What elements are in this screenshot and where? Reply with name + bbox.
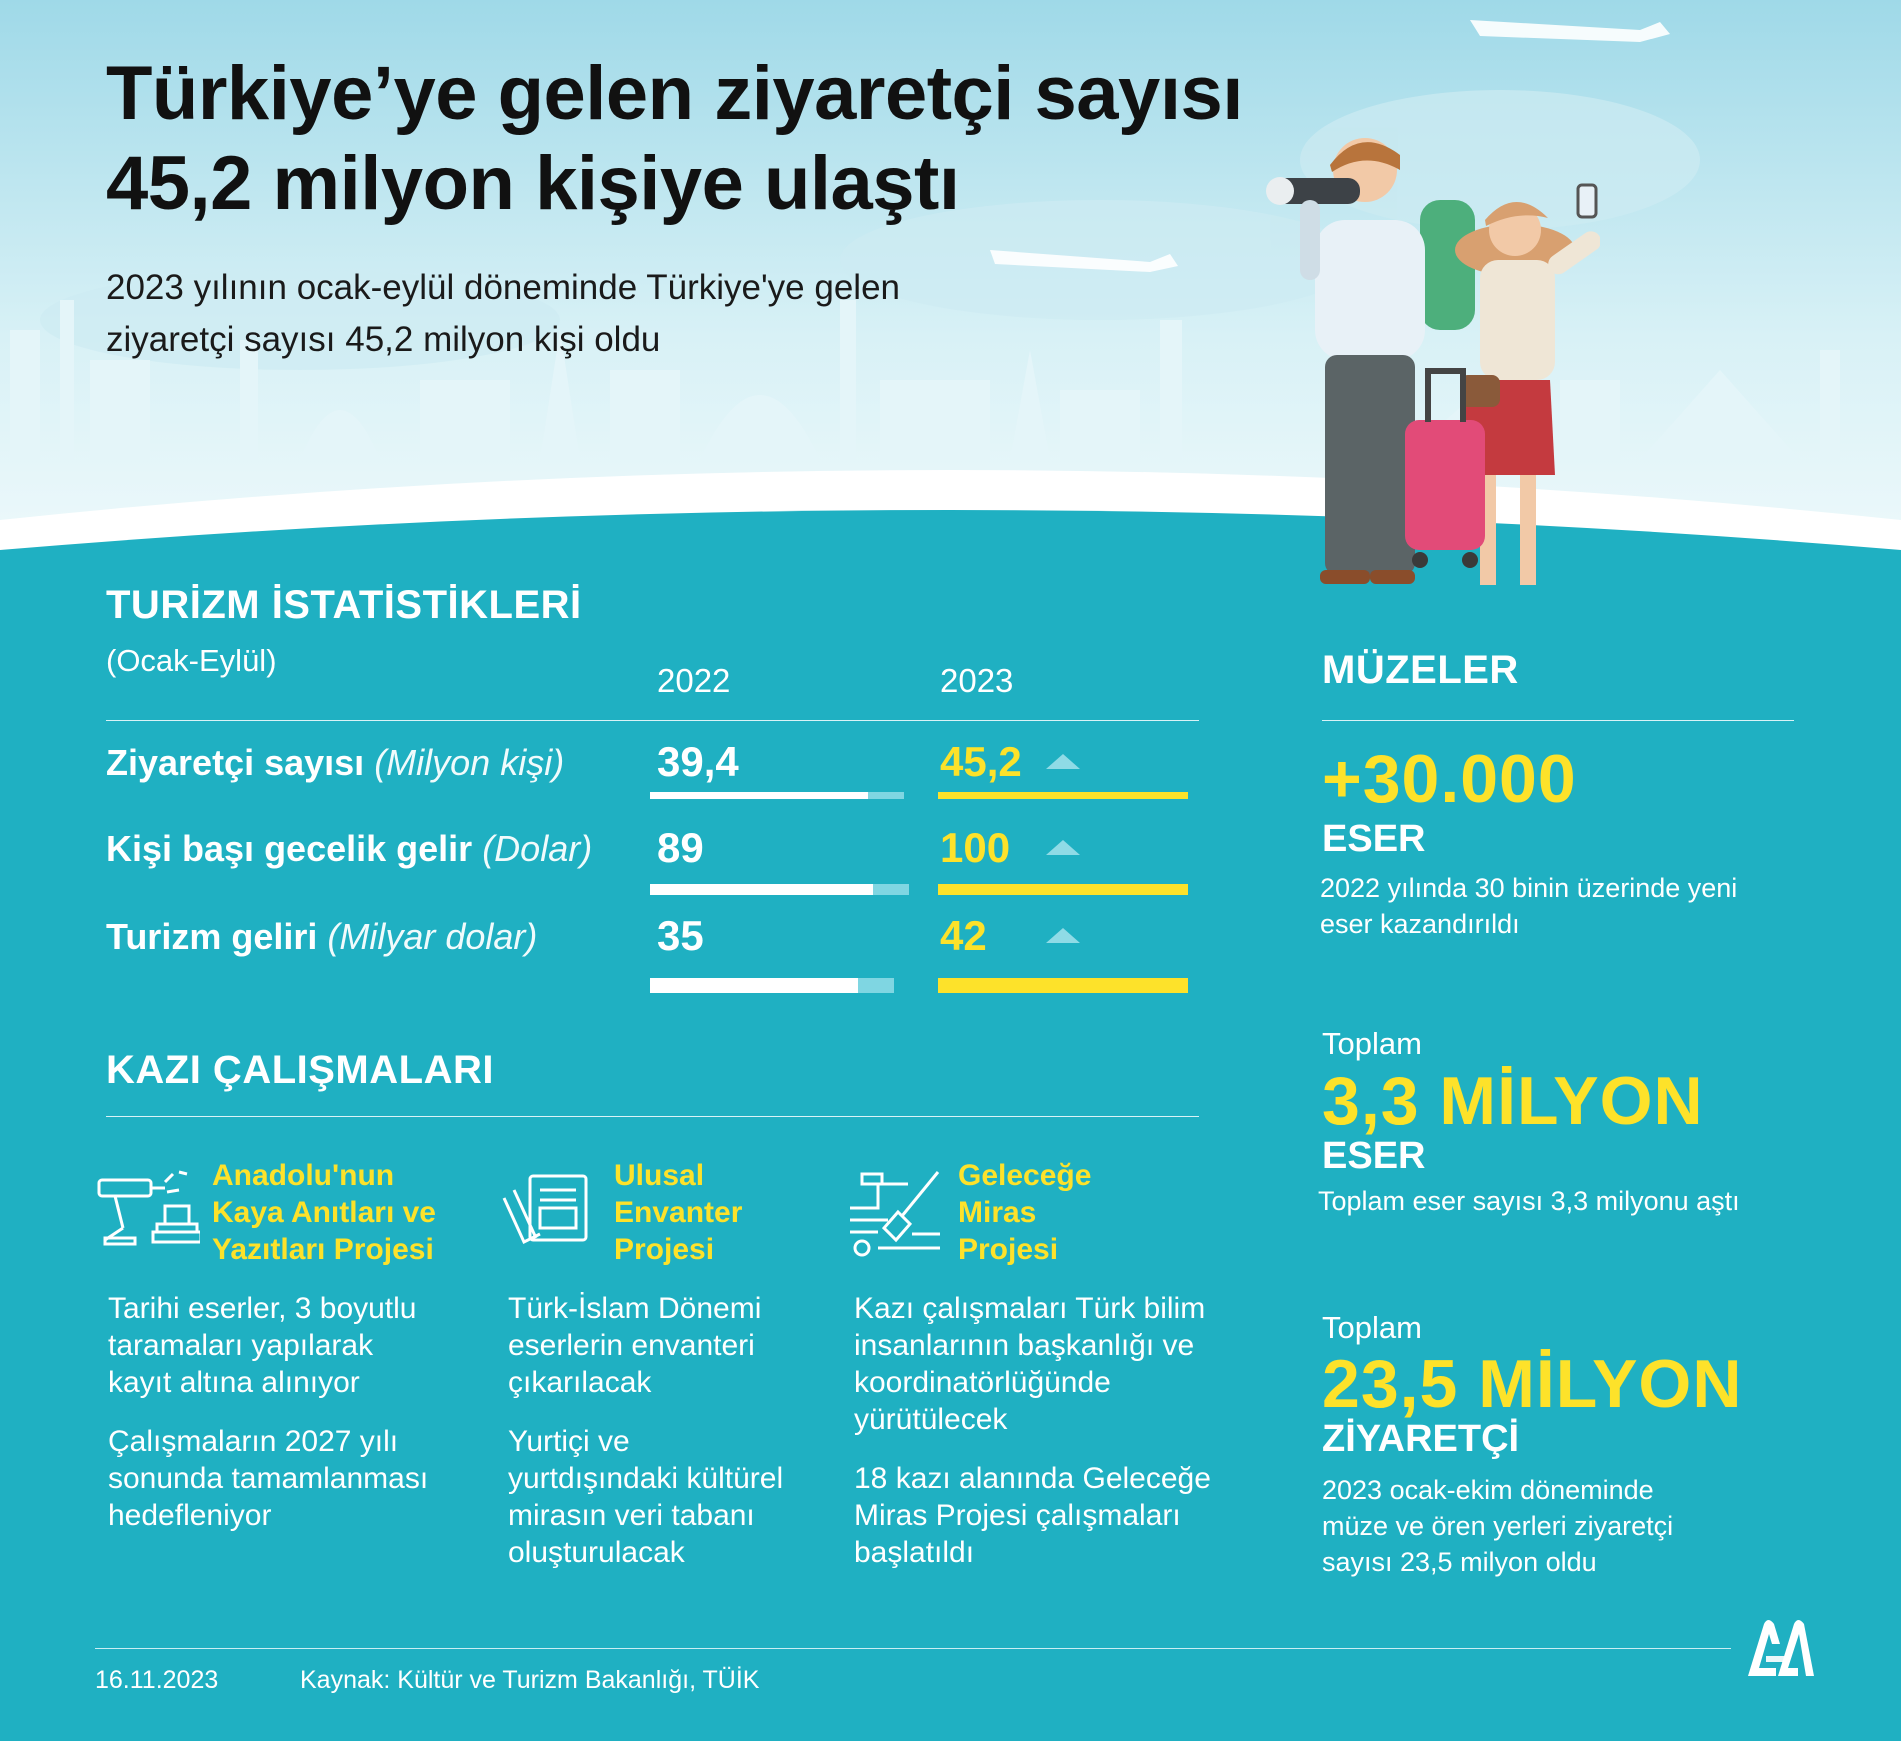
documents-icon <box>500 1168 595 1248</box>
stats-row-name: Turizm geliri <box>106 916 318 957</box>
project-title-line: Kaya Anıtları ve <box>212 1196 436 1229</box>
project-text-line: taramaları yapılarak <box>108 1329 374 1362</box>
footer-source: Kaynak: Kültür ve Turizm Bakanlığı, TÜİK <box>300 1666 760 1694</box>
project-title-line: Projesi <box>614 1233 715 1266</box>
project-text-line: kayıt altına alınıyor <box>108 1366 360 1399</box>
project-text-line: 18 kazı alanında Geleceğe <box>854 1462 1211 1495</box>
museum-stat-2-desc <box>1318 1183 1798 1219</box>
project-paragraph-1 <box>108 1290 417 1401</box>
museum-stat-1-desc-line: 2022 yılında 30 binin üzerinde yeni <box>1320 873 1738 903</box>
project-text-line: insanlarının başkanlığı ve <box>854 1329 1195 1362</box>
value-2023: 45,2 <box>940 738 1022 785</box>
project-text-line: eserlerin envanteri <box>508 1329 755 1362</box>
stats-row-name: Ziyaretçi sayısı <box>106 742 365 783</box>
bar-2023 <box>938 978 1188 993</box>
bar-track-2022 <box>650 978 894 993</box>
stats-row-label <box>106 742 564 784</box>
stats-row-name: Kişi başı gecelik gelir <box>106 828 473 869</box>
tourists-illustration <box>1250 130 1600 600</box>
museums-heading: MÜZELER <box>1322 648 1519 692</box>
project-title-line: Projesi <box>958 1233 1059 1266</box>
museum-stat-1-desc <box>1320 870 1790 942</box>
stats-row-unit: (Dolar) <box>482 828 593 869</box>
aa-logo-icon <box>1746 1616 1814 1678</box>
increase-arrow-icon <box>1046 928 1080 943</box>
project-title-line: Envanter <box>614 1196 743 1229</box>
bar-2022 <box>650 884 873 895</box>
project-paragraph-2 <box>108 1423 428 1534</box>
stats-row-unit: (Milyon kişi) <box>374 742 565 783</box>
stats-divider <box>106 720 1199 721</box>
increase-arrow-icon <box>1046 840 1080 855</box>
scanner-icon <box>95 1168 200 1248</box>
museums-divider <box>1322 720 1794 721</box>
project-text-line: başlatıldı <box>854 1536 975 1569</box>
project-text-line: yürütülecek <box>854 1403 1008 1436</box>
bar-track-2022 <box>650 884 909 895</box>
project-text-line: oluşturulacak <box>508 1536 685 1569</box>
teal-wave <box>0 480 1901 600</box>
museum-stat-3-pre: Toplam <box>1322 1310 1422 1345</box>
museum-stat-3-label: ZİYARETÇİ <box>1322 1418 1520 1460</box>
increase-arrow-icon <box>1046 754 1080 769</box>
excavation-brush-icon <box>848 1168 943 1258</box>
project-text-line: Miras Projesi çalışmaları <box>854 1499 1181 1532</box>
project-title-line: Geleceğe <box>958 1159 1092 1192</box>
museum-stat-2-desc-line: Toplam eser sayısı 3,3 milyonu aştı <box>1318 1186 1740 1216</box>
bar-2023 <box>938 792 1188 799</box>
excavation-heading: KAZI ÇALIŞMALARI <box>106 1048 494 1092</box>
value-2023: 100 <box>940 824 1011 871</box>
subtitle-line-1: 2023 yılının ocak-eylül döneminde Türkiye'ye gelen <box>106 268 901 307</box>
project-title <box>614 1157 742 1268</box>
project-title <box>958 1157 1091 1268</box>
project-title-line: Yazıtları Projesi <box>212 1233 434 1266</box>
project-text-line: koordinatörlüğünde <box>854 1366 1111 1399</box>
stats-row-unit: (Milyar dolar) <box>327 916 538 957</box>
project-text-line: Tarihi eserler, 3 boyutlu <box>108 1292 417 1325</box>
bar-2023 <box>938 884 1188 895</box>
value-2023: 42 <box>940 912 987 959</box>
project-paragraph-2 <box>508 1423 783 1571</box>
project-text-line: Yurtiçi ve <box>508 1425 630 1458</box>
project-paragraph-1 <box>854 1290 1205 1438</box>
project-title-line: Anadolu'nun <box>212 1159 395 1192</box>
value-2022: 35 <box>657 912 704 959</box>
museum-stat-2-label: ESER <box>1322 1135 1426 1177</box>
project-title-line: Ulusal <box>614 1159 705 1192</box>
bar-2022 <box>650 978 858 993</box>
project-text-line: mirasın veri tabanı <box>508 1499 755 1532</box>
page-title-line-1: Türkiye’ye gelen ziyaretçi sayısı <box>106 51 1243 136</box>
value-2022: 89 <box>657 824 704 871</box>
page-title-line-2: 45,2 milyon kişiye ulaştı <box>106 141 960 226</box>
stats-row-label <box>106 828 592 870</box>
museum-stat-3-desc-line: sayısı 23,5 milyon oldu <box>1322 1547 1597 1577</box>
museum-stat-3-desc <box>1322 1472 1792 1580</box>
stats-period: (Ocak-Eylül) <box>106 643 277 678</box>
project-text-line: Kazı çalışmaları Türk bilim <box>854 1292 1206 1325</box>
museum-stat-2-value: 3,3 MİLYON <box>1322 1063 1704 1139</box>
project-title <box>212 1157 436 1268</box>
bar-2022 <box>650 792 868 799</box>
subtitle-line-2: ziyaretçi sayısı 45,2 milyon kişi oldu <box>106 320 661 359</box>
excavation-divider <box>106 1116 1199 1117</box>
museum-stat-1-label: ESER <box>1322 818 1426 860</box>
project-text-line: sonunda tamamlanması <box>108 1462 429 1495</box>
footer-date: 16.11.2023 <box>95 1666 219 1694</box>
project-text-line: Çalışmaların 2027 yılı <box>108 1425 399 1458</box>
bar-track-2022 <box>650 792 904 799</box>
footer-divider <box>95 1648 1731 1649</box>
stats-heading: TURİZM İSTATİSTİKLERİ <box>106 583 582 627</box>
museum-stat-1-value: +30.000 <box>1322 741 1577 817</box>
museum-stat-3-desc-line: müze ve ören yerleri ziyaretçi <box>1322 1511 1674 1541</box>
project-text-line: çıkarılacak <box>508 1366 652 1399</box>
year-2022-header: 2022 <box>657 662 731 699</box>
museum-stat-1-desc-line: eser kazandırıldı <box>1320 909 1520 939</box>
museum-stat-3-value: 23,5 MİLYON <box>1322 1346 1743 1422</box>
project-title-line: Miras <box>958 1196 1037 1229</box>
year-2023-header: 2023 <box>940 662 1014 699</box>
stats-row-label <box>106 916 537 958</box>
museum-stat-3-desc-line: 2023 ocak-ekim döneminde <box>1322 1475 1654 1505</box>
museum-stat-2-pre: Toplam <box>1322 1026 1422 1061</box>
project-text-line: Türk-İslam Dönemi <box>508 1292 762 1325</box>
value-2022: 39,4 <box>657 738 739 785</box>
project-paragraph-1 <box>508 1290 761 1401</box>
project-paragraph-2 <box>854 1460 1211 1571</box>
project-text-line: yurtdışındaki kültürel <box>508 1462 784 1495</box>
project-text-line: hedefleniyor <box>108 1499 272 1532</box>
